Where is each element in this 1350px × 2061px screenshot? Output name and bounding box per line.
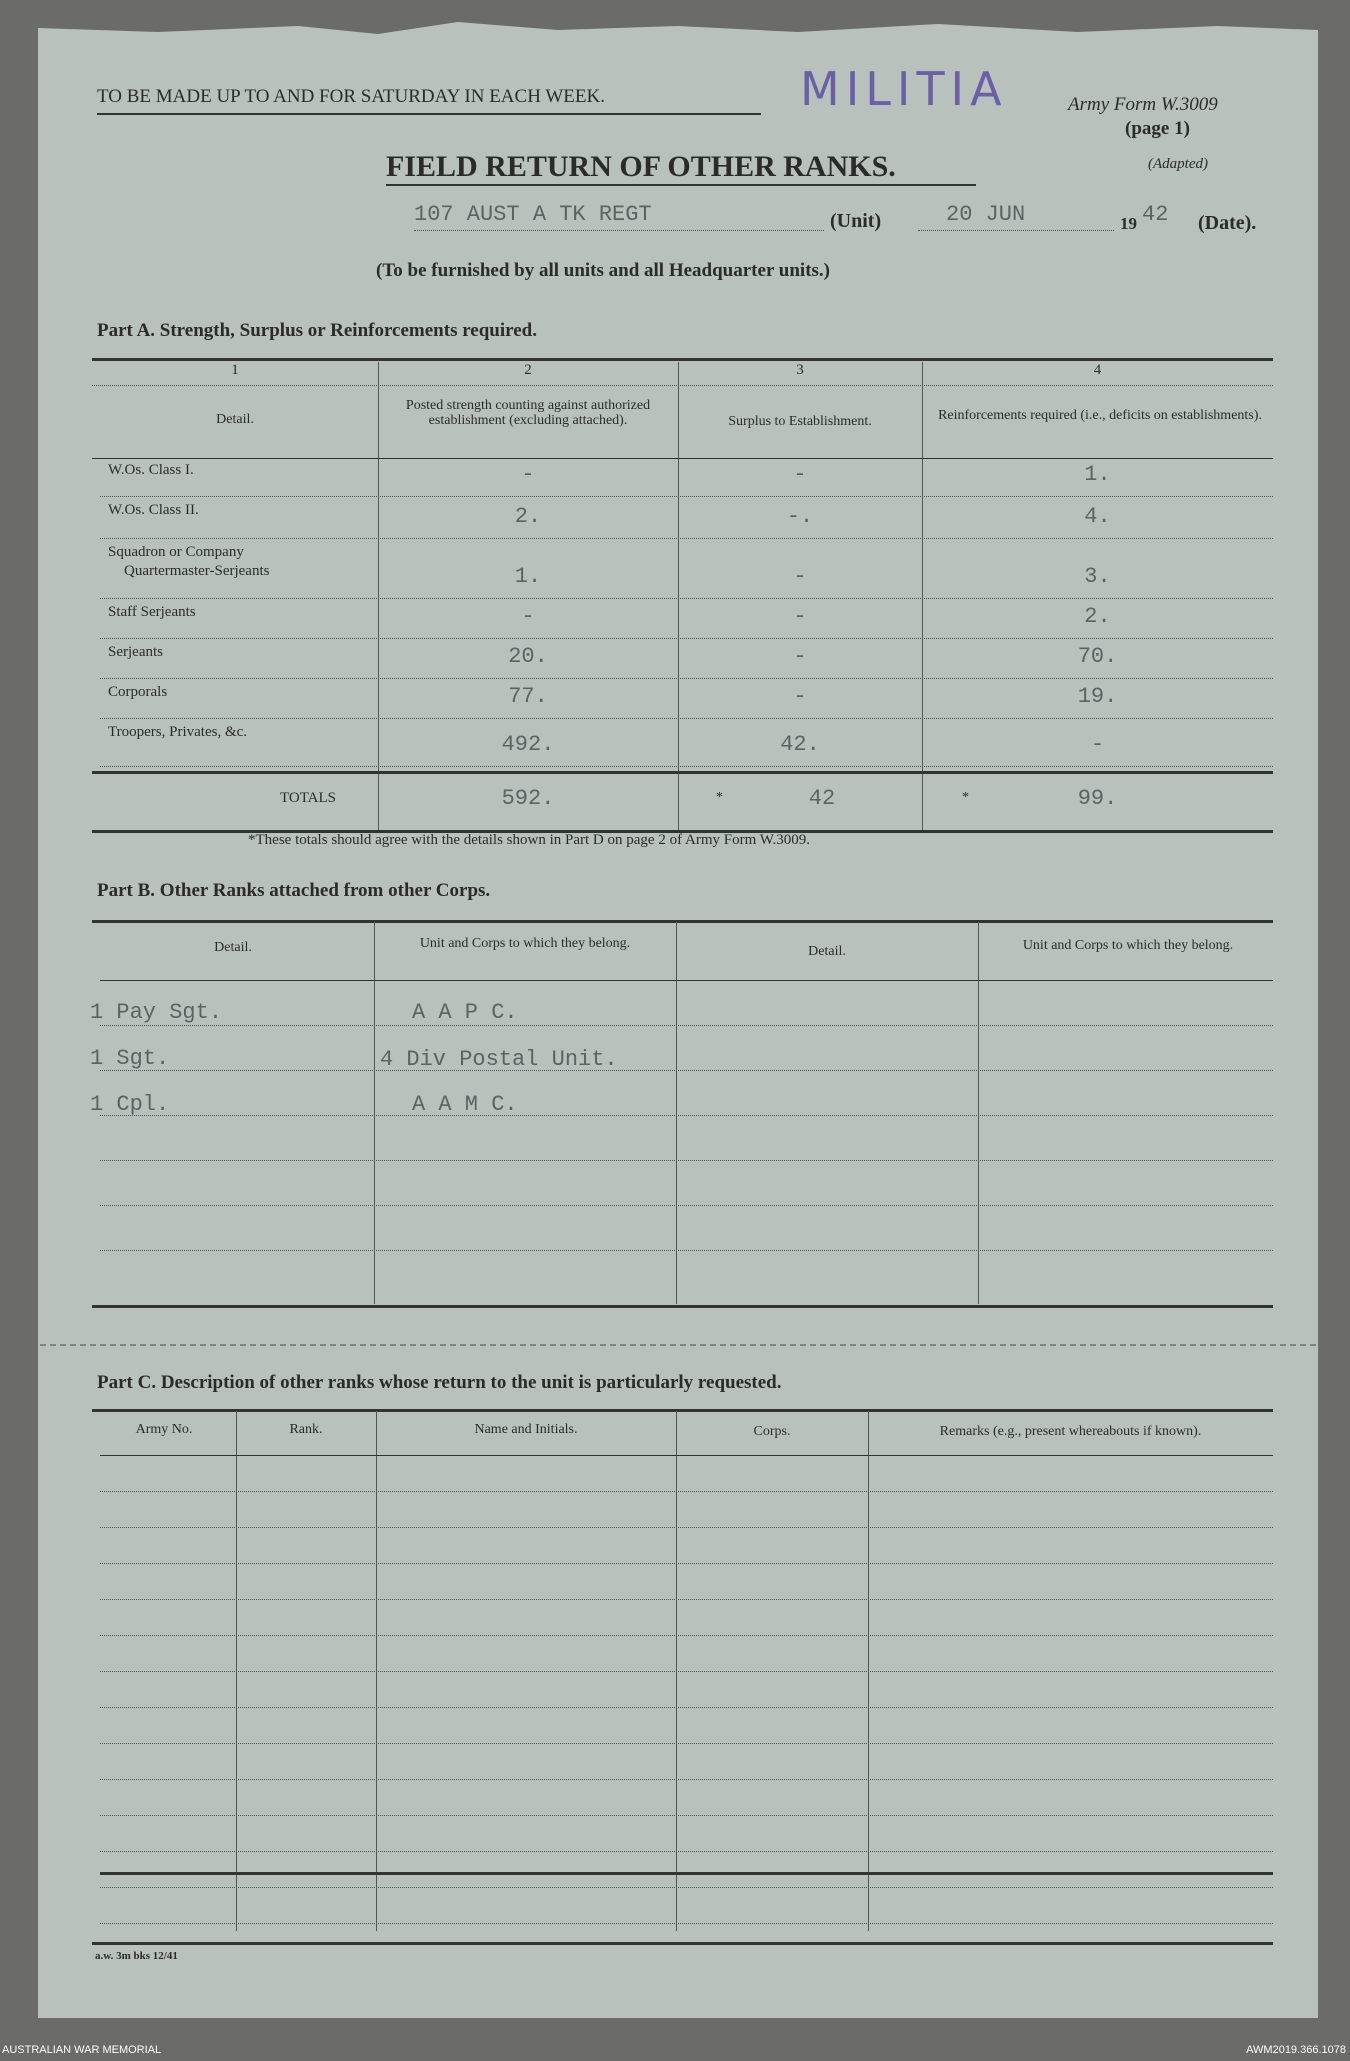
column-divider [378,362,379,832]
page-title: FIELD RETURN OF OTHER RANKS. [386,150,896,183]
row-rule [100,766,1273,767]
year-value: 42 [1142,202,1169,227]
column-divider [922,362,923,832]
part-b-heading: Part B. Other Ranks attached from other Corps. [97,880,491,901]
instruction-underline [97,113,761,115]
reinforcement-value: 70. [1077,644,1118,669]
attached-detail: 1 Cpl. [90,1092,170,1117]
surplus-value: 42. [780,732,820,757]
unit-dotted-line [414,230,824,231]
posted-value: 77. [508,684,548,709]
part-c-rule [100,1872,1273,1875]
row-rule [100,1205,1273,1206]
posted-value: - [521,462,535,487]
column-header: Detail. [214,940,252,955]
row-rule [100,1815,1273,1816]
row-rule [100,1491,1273,1492]
total-star: * [962,790,969,805]
reinforcement-value: 4. [1084,504,1111,529]
column-header: Army No. [135,1422,193,1437]
attached-detail: 1 Pay Sgt. [90,1000,223,1025]
column-header: Corps. [753,1424,791,1439]
row-rule [100,1851,1273,1852]
row-rule [100,1527,1273,1528]
column-header: Detail. [216,412,254,427]
row-rule [100,678,1273,679]
print-code: a.w. 3m bks 12/41 [95,1950,178,1962]
column-number: 4 [1093,362,1102,378]
militia-stamp: MILITIA [800,62,1008,116]
part-c-bottom-rule [92,1942,1273,1945]
column-divider [678,362,679,832]
posted-value: 20. [508,644,548,669]
archive-left: AUSTRALIAN WAR MEMORIAL [2,2044,162,2056]
reinforcement-value: 3. [1084,564,1111,589]
row-rule [100,538,1273,539]
row-rule [100,598,1273,599]
posted-value: 1. [514,564,542,589]
row-rule [100,1599,1273,1600]
attached-unit: A A P C. [412,1000,518,1025]
column-number-rule [92,385,1273,386]
column-header: Posted strength counting against authorized establishment (excluding attached). [405,398,651,428]
attached-detail: 1 Sgt. [90,1046,170,1071]
total-reinforcement: 99. [1077,786,1118,811]
header-rule [100,1455,1273,1456]
row-rule [100,718,1273,719]
archive-right: AWM2019.366.1078 [1246,2044,1346,2056]
form-page: (page 1) [1125,118,1190,139]
posted-value: - [521,604,535,629]
row-rule [100,1635,1273,1636]
reinforcement-value: - [1090,732,1105,757]
column-header: Surplus to Establishment. [728,414,872,429]
row-rule [100,638,1273,639]
date-value: 20 JUN [946,202,1026,227]
date-dotted-line [918,230,1114,231]
row-rule [100,1707,1273,1708]
column-header: Reinforcements required (i.e., deficits on establishments). [938,408,1262,423]
row-rule [100,1025,1273,1026]
reinforcement-value: 1. [1084,462,1111,487]
unit-label: (Unit) [830,210,882,232]
total-surplus: 42 [808,786,836,811]
detail-label: Quartermaster-Serjeants [124,563,270,579]
row-rule [100,1779,1273,1780]
part-a-footnote: *These totals should agree with the details shown in Part D on page 2 of Army Form W.3009. [248,832,811,848]
year-prefix: 19 [1120,214,1137,233]
total-star: * [716,790,723,805]
row-rule [100,1563,1273,1564]
part-b-bottom-rule [92,1305,1273,1308]
reinforcement-value: 2. [1084,604,1111,629]
row-rule [100,1160,1273,1161]
reinforcement-value: 19. [1077,684,1118,709]
surplus-value: -. [786,504,814,529]
detail-label: Squadron or Company [108,544,244,560]
column-header: Remarks (e.g., present whereabouts if known). [939,1424,1202,1439]
attached-unit: 4 Div Postal Unit. [380,1047,618,1072]
column-header: Rank. [289,1422,323,1437]
row-rule [100,496,1273,497]
furnish-note: (To be furnished by all units and all Headquarter units.) [376,260,830,281]
surplus-value: - [793,564,807,589]
row-rule [100,1887,1273,1888]
date-label: (Date). [1198,212,1257,234]
row-rule [100,1070,1273,1071]
detail-label: Serjeants [108,644,163,660]
surplus-value: - [793,604,807,629]
column-header: Unit and Corps to which they belong. [419,936,631,951]
surplus-value: - [793,462,807,487]
row-rule [100,1923,1273,1924]
part-c-heading: Part C. Description of other ranks whose return to the unit is particularly requested. [97,1372,782,1393]
header-rule [92,458,1273,459]
detail-label: Staff Serjeants [108,604,196,620]
totals-label: TOTALS [280,790,337,806]
column-number: 1 [231,362,239,378]
attached-unit: A A M C. [412,1092,518,1117]
part-a-heading: Part A. Strength, Surplus or Reinforcements required. [97,320,537,341]
surplus-value: - [793,644,807,669]
row-rule [100,1743,1273,1744]
detail-label: W.Os. Class I. [108,462,194,478]
posted-value: 492. [501,732,555,757]
torn-top-edge [38,20,1318,60]
title-underline [386,184,976,186]
column-number: 3 [796,362,804,378]
column-number: 2 [524,362,532,378]
totals-rule [92,771,1273,774]
detail-label: W.Os. Class II. [108,502,199,518]
detail-label: Troopers, Privates, &c. [108,724,248,740]
detail-label: Corporals [108,684,168,700]
instruction-text: TO BE MADE UP TO AND FOR SATURDAY IN EACH WEEK. [97,86,605,107]
surplus-value: - [793,684,807,709]
form-adapted: (Adapted) [1148,156,1208,172]
part-b-top-rule [92,920,1273,923]
perforation-line [40,1344,1316,1346]
posted-value: 2. [514,504,542,529]
row-rule [100,1671,1273,1672]
header-rule [100,980,1273,981]
unit-value: 107 AUST A TK REGT [414,202,652,227]
column-header: Detail. [808,944,846,959]
row-rule [100,1250,1273,1251]
part-a-top-rule [92,358,1273,361]
total-posted: 592. [501,786,555,811]
form-id: Army Form W.3009 [1068,94,1218,115]
part-c-top-rule [92,1409,1273,1412]
column-header: Unit and Corps to which they belong. [1022,938,1234,953]
column-header: Name and Initials. [474,1422,578,1437]
row-rule [100,1115,1273,1116]
